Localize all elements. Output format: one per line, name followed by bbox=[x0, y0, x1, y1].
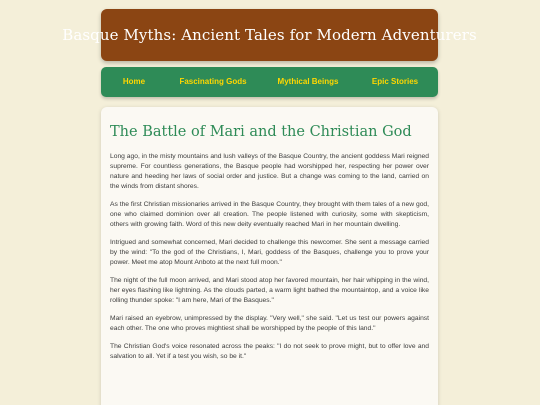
site-header bbox=[62, 9, 477, 61]
nav-link-fascinating-gods[interactable]: Fascinating Gods bbox=[179, 77, 247, 86]
nav-link-epic-stories[interactable]: Epic Stories bbox=[371, 77, 419, 86]
article-paragraph: As the first Christian missionaries arrived in the Basque Country, they brought with them tales of a new god, one who claimed dominion over all creation. The people listened with curiosity, some with skepticism, others with growing faith. Word of this new deity eventually reached Mari in her mountain dwelling. bbox=[110, 201, 429, 228]
article-paragraph: Mari raised an eyebrow, unimpressed by the display. "Very well," she said. "Let us test our powers against each other. The one who proves mightiest shall be worshipped by the people of this land." bbox=[110, 315, 429, 332]
article-paragraph: The Christian God's voice resonated across the peaks: "I do not seek to prove might, but to offer love and salvation to all. Yet if a test you wish, so be it." bbox=[110, 343, 429, 360]
nav-link-home[interactable]: Home bbox=[122, 77, 146, 86]
main-nav bbox=[101, 67, 438, 97]
nav-link-mythical-beings[interactable]: Mythical Beings bbox=[277, 77, 339, 86]
article-paragraph: The night of the full moon arrived, and Mari stood atop her favored mountain, her hair whipping in the wind, her eyes flashing like lightning. As the clouds parted, a warm light bathed the mountaintop, and a voice like rolling thunder spoke: "I am here, Mari of the Basques." bbox=[110, 277, 429, 304]
article-title: The Battle of Mari and the Christian God bbox=[110, 124, 412, 140]
article-paragraph: Intrigued and somewhat concerned, Mari decided to challenge this newcomer. She sent a message carried by the wind: "To the god of the Christians, I, Mari, goddess of the Basques, challenge you to prove your power. Meet me atop Mount Anboto at the next full moon." bbox=[110, 239, 429, 266]
article-paragraph: Long ago, in the misty mountains and lush valleys of the Basque Country, the ancient goddess Mari reigned supreme. For countless generations, the Basque people had worshipped her, respecting her power over nature and heeding her laws of social order and justice. But a change was coming to the land, carried on the winds from distant shores. bbox=[110, 153, 429, 190]
site-title: Basque Myths: Ancient Tales for Modern Adventurers bbox=[62, 26, 477, 44]
article-content bbox=[101, 107, 438, 405]
